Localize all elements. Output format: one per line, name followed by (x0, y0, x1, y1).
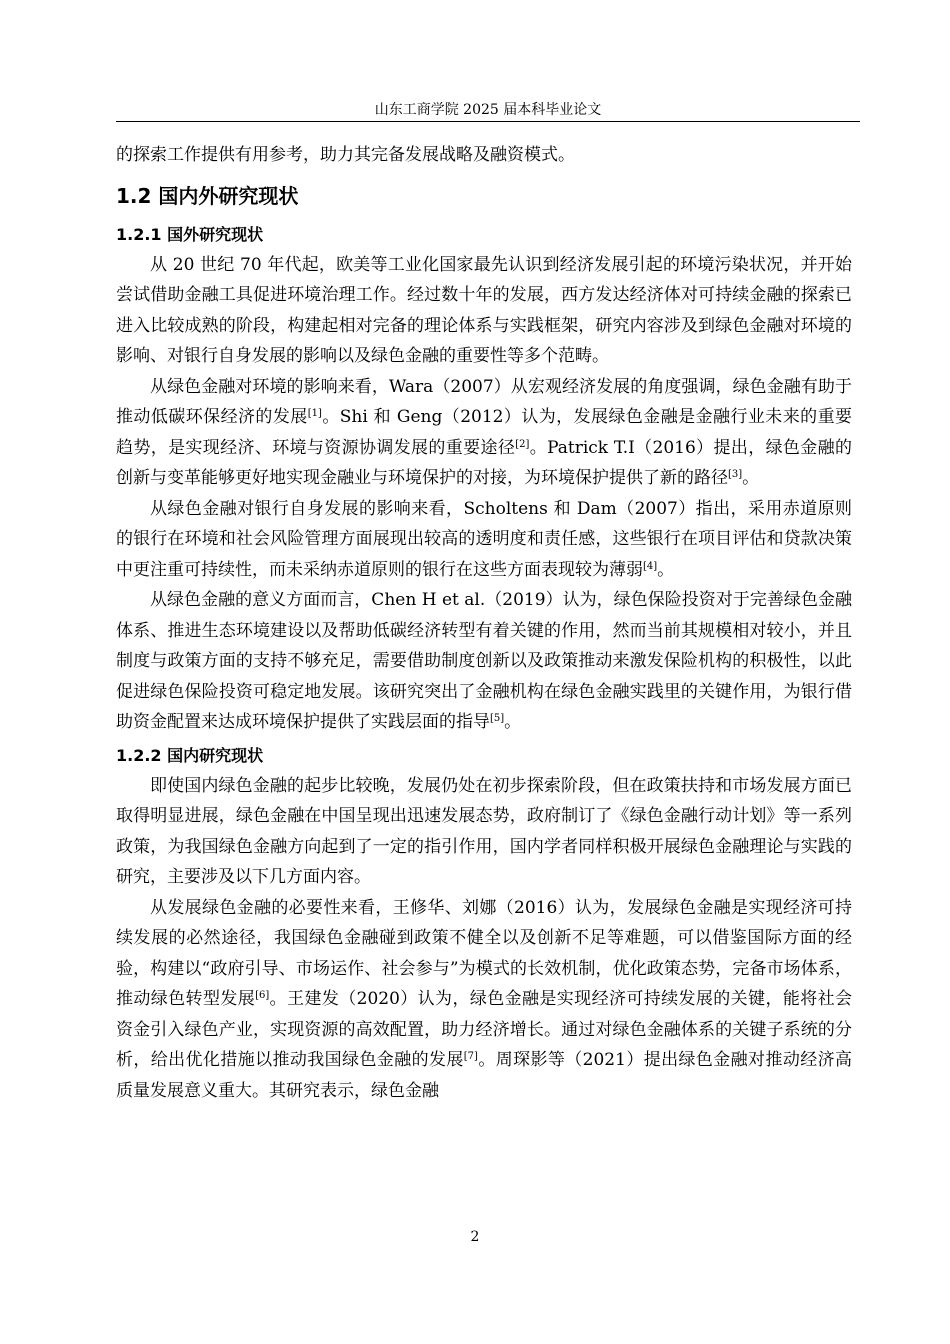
paragraph-text: 从绿色金融对环境的影响来看，Wara（2007）从宏观经济发展的角度强调，绿色金融有助于推动低碳环保经济的发展 (116, 376, 852, 427)
paragraph-text: 。周琛影等（2021）提出绿色金融对推动经济高质量发展意义重大。其研究表示，绿色金融 (116, 1050, 852, 1101)
paragraph-text: 。 (742, 468, 760, 488)
paragraph-text: 。 (657, 559, 675, 580)
subsection-heading-1-2-1: 1.2.1 国外研究现状 (116, 224, 264, 244)
section-heading-1-2: 1.2 国内外研究现状 (116, 183, 299, 208)
citation-ref-1: [1] (307, 408, 322, 419)
subsection-heading-1-2-2: 1.2.2 国内研究现状 (116, 745, 264, 765)
paragraph-text: 。王建发（2020）认为，绿色金融是实现经济可持续发展的关键，能将社会资金引入绿色产业，实现资源的高效配置，助力经济增长。通过对绿色金融体系的关键子系统的分析，给出优化措施以推动我国绿色金融的发展 (116, 989, 853, 1070)
domestic-necessity-paragraph (116, 893, 852, 1107)
page-number: 2 (470, 1229, 480, 1245)
paragraph-text: 。Patrick T.I（2016）提出，绿色金融的创新与变革能够更好地实现金融业与环境保护的对接，为环境保护提供了新的路径 (116, 437, 852, 488)
paragraph-text: 。 (504, 712, 522, 732)
paragraph-text: 从绿色金融对银行自身发展的影响来看，Scholtens 和 Dam（2007）指出，采用赤道原则的银行在环境和社会风险管理方面展现出较高的透明度和责任感，这些银行在项目评估和贷款决策中更注重可持续性，而未采纳赤道原则的银行在这些方面表现较为薄弱 (116, 498, 852, 580)
domestic-intro-paragraph: 即使国内绿色金融的起步比较晚，发展仍处在初步探索阶段，但在政策扶持和市场发展方面已取得明显进展，绿色金融在中国呈现出迅速发展态势，政府制订了《绿色金融行动计划》等一系列政策，为我国绿色金融方向起到了一定的指引作用，国内学者同样积极开展绿色金融理论与实践的研究，主要涉及以下几方面内容。 (116, 775, 852, 887)
page-body (116, 140, 852, 1106)
citation-ref-3: [3] (728, 469, 743, 480)
paragraph-text: 从发展绿色金融的必要性来看，王修华、刘娜（2016）认为，发展绿色金融是实现经济可持续发展的必然途径，我国绿色金融碰到政策不健全以及创新不足等难题，可以借鉴国际方面的经验，构建以“政府引导、市场运作、社会参与”为模式的长效机制，优化政策态势，完备市场体系，推动绿色转型发展 (116, 897, 852, 1009)
running-header: 山东工商学院 2025 届本科毕业论文 (374, 102, 602, 118)
citation-ref-2: [2] (515, 438, 530, 450)
foreign-environment-paragraph (116, 372, 852, 494)
header-rule (116, 121, 860, 122)
paragraph-text: 从绿色金融的意义方面而言，Chen H et al.（2019）认为，绿色保险投资对于完善绿色金融体系、推进生态环境建设以及帮助低碳经济转型有着关键的作用，然而当前其规模相对较小，并且制度与政策方面的支持不够充足，需要借助制度创新以及政策推动来激发保险机构的积极性，以此促进绿色保险投资可稳定地发展。该研究突出了金融机构在绿色金融实践里的关键作用，为银行借助资金配置来达成环境保护提供了实践层面的指导 (116, 590, 852, 732)
citation-ref-7: [7] (463, 1051, 478, 1062)
continuation-paragraph: 的探索工作提供有用参考，助力其完备发展战略及融资模式。 (116, 145, 575, 165)
citation-ref-6: [6] (255, 990, 270, 1001)
citation-ref-4: [4] (643, 560, 658, 572)
paragraph-text: 。Shi 和 Geng（2012）认为，发展绿色金融是金融行业未来的重要趋势，是实现经济、环境与资源协调发展的重要途径 (116, 407, 853, 458)
foreign-intro-paragraph: 从 20 世纪 70 年代起，欧美等工业化国家最先认识到经济发展引起的环境污染状况，并开始尝试借助金融工具促进环境治理工作。经过数十年的发展，西方发达经济体对可持续金融的探索已进入比较成熟的阶段，构建起相对完备的理论体系与实践框架，研究内容涉及到绿色金融对环境的影响、对银行自身发展的影响以及绿色金融的重要性等多个范畴。 (116, 254, 852, 366)
foreign-bank-paragraph (116, 494, 852, 586)
foreign-significance-paragraph (116, 585, 852, 738)
citation-ref-5: [5] (490, 713, 505, 724)
